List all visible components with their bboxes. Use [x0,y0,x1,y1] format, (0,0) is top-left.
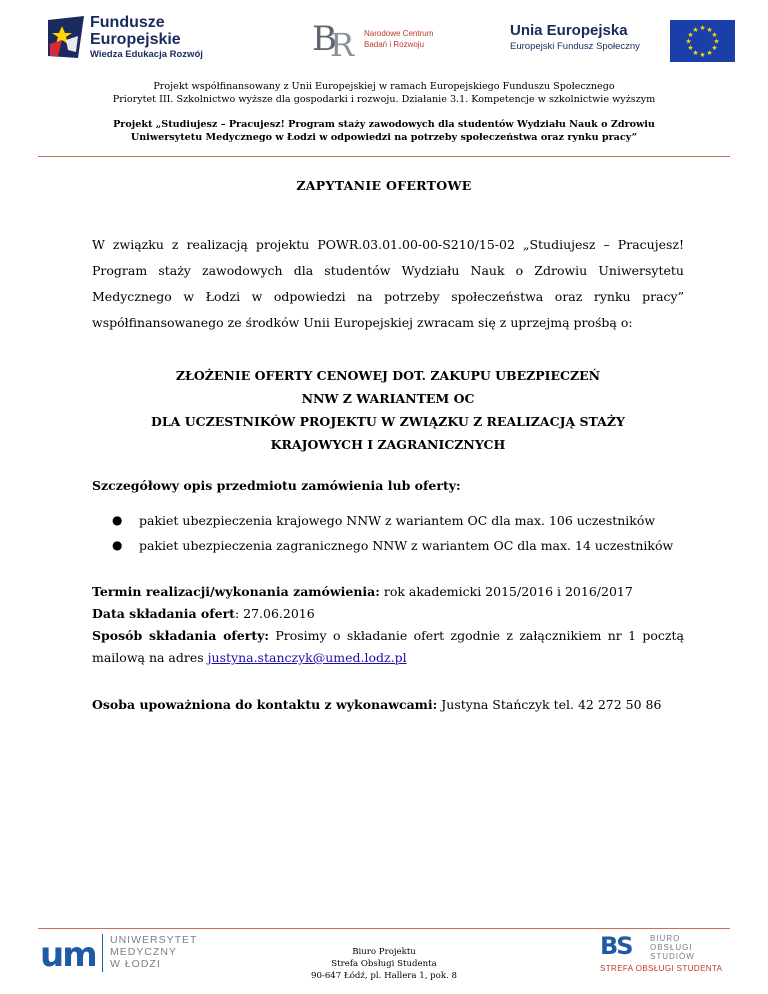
footer-address-line-2: Strefa Obsługi Studenta [331,959,437,969]
list-item-text: pakiet ubezpieczenia zagranicznego NNW z wariantem OC dla max. 14 uczestników [139,538,674,553]
funding-statement [60,80,708,106]
svg-text:★: ★ [685,37,692,46]
svg-text:★: ★ [706,26,713,34]
funding-line-1: Projekt współfinansowany z Unii Europejskiej w ramach Europejskiego Funduszu Społecznego [153,81,615,92]
umed-logo-divider [102,934,103,972]
svg-text:★: ★ [711,44,718,52]
bos-logo-line2: OBSŁUGI [650,943,693,952]
svg-text:★: ★ [699,51,706,59]
list-item [92,533,692,558]
bos-logo-line1: BIURO [650,934,681,943]
document-title: ZAPYTANIE OFERTOWE [296,178,472,193]
ncbr-mark-icon [312,16,360,60]
project-line-1: Projekt „Studiujesz – Pracujesz! Program staży zawodowych dla studentów Wydziału Nauk o Zdrowiu [113,119,655,130]
svg-text:★: ★ [692,49,699,57]
description-list [92,508,692,558]
list-item [92,508,692,533]
umed-logo-line1: UNIWERSYTET [110,934,198,946]
date-label: Data składania ofert [92,606,235,621]
umed-logo-line3: W ŁODZI [110,958,161,970]
ue-logo-line2: Europejski Fundusz Społeczny [510,41,640,52]
ncbr-logo-line1: Narodowe Centrum [364,29,434,38]
footer-address-line-3: 90-647 Łódź, pl. Hallera 1, pok. 8 [310,971,457,981]
intro-paragraph: W związku z realizacją projektu POWR.03.01.00-00-S210/15-02 „Studiujesz – Pracujesz! Program staży zawodowych dla studentów Wydziału Nauk o Zdrowiu Uniwersytetu Medycznego w Łodzi w odpowiedzi na potrzeby społeczeństwa oraz rynku pracy” współfinansowanego ze środków Unii Europejskiej zwracam się z uprzejmą prośbą o: [92,237,684,330]
offer-heading-line-3: DLA UCZESTNIKÓW PROJEKTU W ZWIĄZKU Z REALIZACJĄ STAŻY [151,414,625,429]
svg-text:★: ★ [699,24,706,32]
date-value: : 27.06.2016 [234,606,315,621]
svg-text:★: ★ [687,44,694,52]
project-line-2: Uniwersytetu Medycznego w Łodzi w odpowiedzi na potrzeby społeczeństwa oraz rynku pracy” [130,132,638,143]
footer-address-line-1: Biuro Projektu [352,947,416,957]
svg-text:B: B [312,19,337,59]
contact-value: Justyna Stańczyk tel. 42 272 50 86 [441,697,662,712]
bos-logo [600,932,730,982]
offer-heading-line-2: NNW Z WARIANTEM OC [301,391,475,406]
svg-text:R: R [330,26,355,60]
svg-text:★: ★ [713,37,720,46]
svg-text:★: ★ [687,31,694,39]
umed-mark: um [40,935,96,975]
description-label: Szczegółowy opis przedmiotu zamówienia lub oferty: [92,478,461,493]
bos-logo-line3: STUDIÓW [650,952,695,961]
svg-text:★: ★ [706,49,713,57]
bos-mark: BS [600,932,632,960]
bos-logo-subtitle: STREFA OBSŁUGI STUDENTA [600,964,723,973]
ncbr-logo [312,16,442,64]
email-link[interactable]: justyna.stanczyk@umed.lodz.pl [207,650,407,665]
term-label: Termin realizacji/wykonania zamówienia: [92,584,380,599]
fundusze-europejskie-star-icon [48,16,84,58]
method-value: Prosimy o składanie ofert zgodnie z załącznikiem nr 1 pocztą mailową na adres [92,628,684,665]
header-divider [38,156,730,157]
umed-logo [40,932,220,976]
fundusze-europejskie-logo [48,14,248,66]
date-row [92,603,684,625]
bullet-icon: ● [112,513,123,527]
offer-heading-line-4: KRAJOWYCH I ZAGRANICZNYCH [270,437,506,452]
offer-heading-line-1: ZŁOŻENIE OFERTY CENOWEJ DOT. ZAKUPU UBEZPIECZEŃ [175,368,601,383]
svg-text:★: ★ [711,31,718,39]
ue-logo-line1: Unia Europejska [510,22,628,39]
fe-logo-line2: Europejskie [90,31,181,48]
term-value: rok akademicki 2015/2016 i 2016/2017 [383,584,633,599]
fe-logo-line3: Wiedza Edukacja Rozwój [90,49,203,60]
method-row [92,625,684,669]
ncbr-logo-line2: Badań i Rozwoju [364,40,425,49]
footer-divider [38,928,730,929]
term-row [92,581,684,603]
method-label: Sposób składania oferty: [92,628,269,643]
eu-flag-icon [670,20,735,62]
contact-row [92,694,684,716]
bullet-icon: ● [112,538,123,552]
umed-logo-line2: MEDYCZNY [110,946,177,958]
svg-text:★: ★ [692,26,699,34]
unia-europejska-logo [510,18,740,66]
fe-logo-line1: Fundusze [90,14,165,31]
funding-line-2: Priorytet III. Szkolnictwo wyższe dla gospodarki i rozwoju. Działanie 3.1. Kompetencje w szkolnictwie wyższym [112,94,656,105]
footer-address [284,946,484,982]
contact-label: Osoba upoważniona do kontaktu z wykonawcami: [92,697,438,712]
project-statement [60,118,708,144]
offer-heading [92,364,684,456]
list-item-text: pakiet ubezpieczenia krajowego NNW z wariantem OC dla max. 106 uczestników [139,513,656,528]
